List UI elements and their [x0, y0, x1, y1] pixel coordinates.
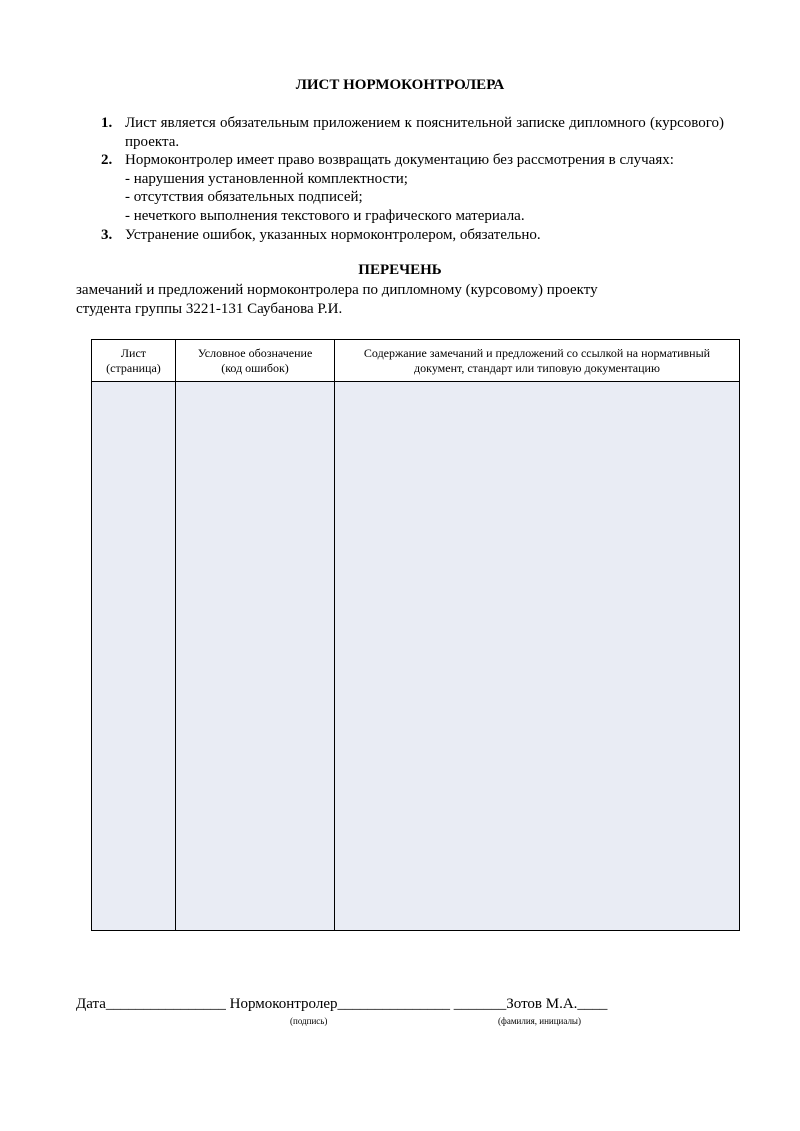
remarks-table	[91, 339, 740, 931]
signature-note: (подпись)	[290, 1016, 328, 1026]
rule-number: 3.	[101, 226, 113, 243]
rule-item-3	[76, 226, 724, 245]
rule-item-1	[76, 114, 724, 151]
remarks-cell[interactable]	[335, 382, 740, 931]
error-code-cell[interactable]	[176, 382, 335, 931]
rule-number: 2.	[101, 152, 113, 169]
controller-signature-field: Нормоконтролер_______________	[229, 996, 450, 1012]
list-subtitle-line: замечаний и предложений нормоконтролера по дипломному (курсовому) проекту	[76, 282, 598, 298]
list-title: ПЕРЕЧЕНЬ	[358, 262, 442, 278]
header-page: Лист (страница)	[92, 340, 176, 382]
rule-text: Устранение ошибок, указанных нормоконтролером, обязательно.	[125, 226, 541, 243]
rule-subitem: - нечеткого выполнения текстового и графического материала.	[125, 207, 525, 224]
table-header-row	[92, 340, 740, 382]
list-subtitle-line: студента группы 3221-131 Саубанова Р.И.	[76, 301, 343, 317]
date-field: Дата________________	[76, 996, 226, 1012]
page-cell[interactable]	[92, 382, 176, 931]
page-title: ЛИСТ НОРМОКОНТРОЛЕРА	[295, 77, 505, 93]
header-remarks: Содержание замечаний и предложений со ссылкой на нормативный документ, стандарт или типовую документацию	[335, 340, 740, 382]
rule-subitem: - нарушения установленной комплектности;	[125, 170, 408, 187]
table-row	[92, 382, 740, 931]
signature-footer	[76, 996, 607, 1013]
rule-text: Лист является обязательным приложением к пояснительной записке дипломного (курсового) проекта.	[125, 115, 724, 150]
name-note: (фамилия, инициалы)	[498, 1016, 581, 1026]
list-subtitle	[76, 281, 598, 319]
rule-text: Нормоконтролер имеет право возвращать документацию без рассмотрения в случаях:	[125, 152, 674, 169]
header-error-code: Условное обозначение (код ошибок)	[176, 340, 335, 382]
rule-number: 1.	[101, 115, 113, 131]
rules-list	[76, 114, 724, 244]
controller-name-field: _______Зотов М.А.____	[453, 996, 608, 1012]
rule-subitem: - отсутствия обязательных подписей;	[125, 189, 363, 206]
rule-item-2	[76, 151, 724, 225]
